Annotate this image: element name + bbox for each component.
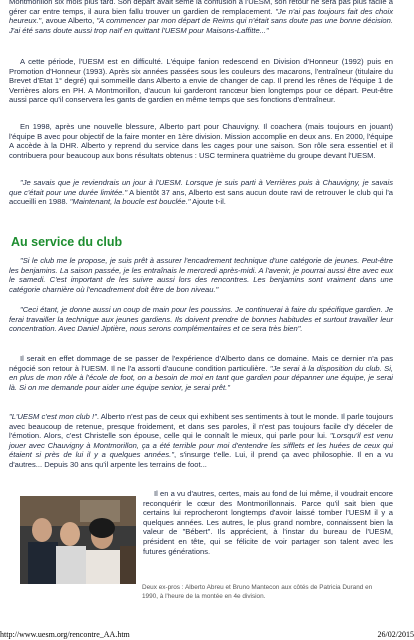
quote-run: "Je savais que je reviendrais un jour à l'UESM. Lorsque je suis parti à Verrières puis à Chauvigny, je savais que c'était pour une durée limitée." xyxy=(9,178,393,197)
text-run: A cette période, l'UESM est en difficulté. L'équipe fanion redescend en Division d'Honneur (1992) puis en Promotion d'Honneur (1993). Après six années passées sous les couleurs des macarons, l'entraîneur (titulaire du Brevet d'Etat 1° degré) qui sommeille dans Alberto a envie de changer de cap. Il prend les rênes de l'équipe 1 de Verrières alors en PH. A Montmorillon, d'aucun lui garderont rancœur bien longtemps pour ce départ. Peut-être aussi parce qu'il conservera les gants de gardien en même temps que ses fonctions d'entraîneur. xyxy=(9,57,393,105)
quote-run: "Lorsqu'il est venu jouer avec Chauvigny à Montmorillon, ça a été terrible pour moi d'entendre les sifflets et les huées de ceux qui étaient si près de lui il y a quelques années." xyxy=(9,431,393,460)
paragraph-experience xyxy=(9,354,393,392)
text-run: , avoue Alberto, xyxy=(41,16,97,26)
footer-url: http://www.uesm.org/rencontre_AA.htm xyxy=(0,630,130,639)
text-run: A bientôt 37 ans, Alberto est sans aucun doute ravi de retrouver le club qui l'a accueilli en 1988. xyxy=(9,187,393,207)
paragraph-chauvigny xyxy=(9,122,393,160)
photo-caption: Deux ex-pros : Alberto Abreu et Bruno Mantecon aux côtés de Patricia Durand en 1990, à l'heure de la montée en 4e division. xyxy=(142,584,373,600)
quote-run: "L'UESM c'est mon club !" xyxy=(9,412,97,421)
footer-date: 26/02/2015 xyxy=(377,630,414,639)
quote-run: "Maintenant, la boucle est bouclée." xyxy=(69,197,191,207)
section-heading: Au service du club xyxy=(11,235,123,249)
text-run: , s'insurge t'elle. Lui, il prend ça avec philosophie. Il en a vu d'autres... Depuis 30 ans qu'il arpente les terrains de foot... xyxy=(9,450,393,469)
quote-run: "Je n'ai pas toujours fait des choix heureux." xyxy=(9,6,393,26)
quote-run: "Si le club me le propose, je suis prêt à assurer l'encadrement technique d'une catégorie de jeunes. Peut-être les benjamins. La saison passée, je les entraînais le mercredi après-midi. A l'avenir, je pourrai aussi être avec eux le samedi. C'est important de les suivre aussi lors des rencontres. Les benjamins sont vraiment dans une catégorie charnière où l'encadrement doit être de bon niveau." xyxy=(9,256,393,294)
paragraph-intro xyxy=(9,0,393,35)
text-run: Il en a vu d'autres, certes, mais au fond de lui même, il voudrait encore reconquérir le cœur des Montmorillonnais. Parce qu'il sait bien que certains lui reprocheront longtemps d'avoir laissé tomber l'UESM il y a quelques années. Les autres, le plus grand nombre, connaissent bien la valeur de "Bébert". Ils apprécient, à l'instar du bureau de l'UESM, président en tête, qui se félicite de voir partager son talent avec les futures générations. xyxy=(143,489,393,556)
quote-run: "Ceci étant, je donne aussi un coup de main pour les poussins. Je continuerai à faire du spécifique gardien. Je ferai travailler la technique aux jeunes gardiens. Ils doivent prendre de bonnes habitudes et surtout travailler leur concentration. Avec Daniel Jiptière, nous serons complémentaires et ce sera très bien". xyxy=(9,305,393,334)
text-run: Ajoute t-il. xyxy=(190,197,226,207)
text-run: Il serait en effet dommage de se passer de l'expérience d'Alberto dans ce domaine. Mais ce dernier n'a pas négocié son retour à l'UESM. Il ne l'a assorti d'aucune condition particulière. xyxy=(9,354,393,373)
quote-run: "A commencer par mon départ de Reims qui n'était sans doute pas une bonne décision. J'ai été sans doute aussi trop naïf en quittant l'UESM pour Maisons-Laffitte..." xyxy=(9,16,393,35)
text-run: En 1998, après une nouvelle blessure, Alberto part pour Chauvigny. Il coachera (mais toujours en jouant) l'équipe B avec pour objectif de la faire monter en 1ère division. Mission accomplie en deux ans. En 2000, l'équipe A accède à la DHR. Alberto y reprend du service dans les cages pour une saison. Son rôle sera essentiel et il contribuera pour beaucoup aux bons résultats obtenus : USC terminera quatrième du groupe devant l'UESM. xyxy=(9,122,393,160)
paragraph-difficulty xyxy=(9,57,393,105)
paragraph-poussins xyxy=(9,305,393,334)
quote-run: "Je serai à la disposition du club. Si, en plus de mon rôle à l'école de foot, on a besoin de moi en tant que gardien pour dépanner une équipe, je serai là. Si on me demande pour aider une équipe senior, je serai prêt." xyxy=(9,363,393,392)
paragraph-return xyxy=(9,178,393,207)
text-run: . Alberto n'est pas de ceux qui exhibent ses sentiments à tout le monde. Il parle toujours avec beaucoup de retenue, presque froidement, et dans ses paroles, il n'est pas toujours facile d'y déceler de l'émotion. Alors, c'est Christelle son épouse, celle qui le connaît le mieux, qui parle pour lui. xyxy=(9,412,393,441)
team-photo-image xyxy=(20,496,136,584)
paragraph-conclusion xyxy=(143,489,393,556)
team-photo xyxy=(20,496,136,584)
paragraph-benjamins xyxy=(9,256,393,294)
text-run: Montmorillon six mois plus tard. Son départ avait semé la confusion à l'UESM, son retour ne sera pas plus facile à gérer car entre temps, il aura bien fallu trouver un gardien de remplacement. xyxy=(9,0,393,16)
paragraph-my-club xyxy=(9,412,393,470)
